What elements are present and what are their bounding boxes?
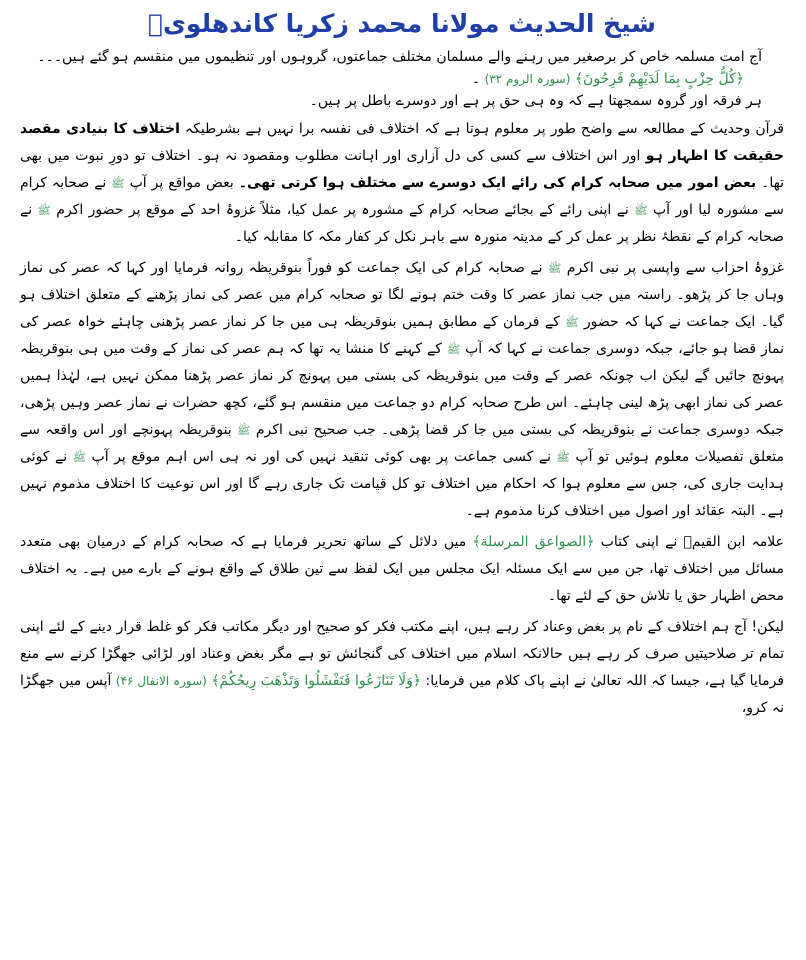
- quran-verse: ﴿وَلَا تَنَازَعُوا فَتَفْشَلُوا وَتَذْهَبَ رِيحُكُمْ﴾: [211, 673, 422, 689]
- paragraph-2-text: کے کہنے کا منشا یہ تھا کہ ہم عصر کی نماز کے وقت میں ہی بنوقریظہ پہونچ جائیں گے لیکن اب چونکہ عصر کے وقت میں بنوقریظہ کی بستی میں پہونچ کر نماز عصر پڑھنا ممکن نہیں ہے، لہٰذا ہمیں عصر کی نماز ابھی پڑھ لینی چاہئے۔ اس طرح صحابہ کرام دو جماعت میں منقسم ہو گئے، کچھ حضرات نے نماز عصر وہیں پڑھی، جبکہ دوسری جماعت نے بنوقریظہ کی بستی میں جا کر قضا پڑھی۔ جب صحیح نبی اکرم: [20, 341, 784, 438]
- salutation-mark: ﷺ: [547, 262, 562, 275]
- paragraph-4: [20, 614, 784, 722]
- intro-verse-line: [20, 68, 784, 90]
- salutation-mark: ﷺ: [37, 204, 51, 217]
- paragraph-2-text: نے صحابہ کرام کی ایک جماعت کو فوراً بنوقریظہ روانہ فرمایا اور کہا کہ عصر کی نماز وہاں جا کر پڑھو۔ راستہ میں جب نماز عصر کا وقت ختم ہونے لگا تو صحابہ کرام میں عصر کی نماز پڑھنے کے متعلق اختلاف ہو گیا۔ ایک جماعت نے کہا کہ حضور: [20, 260, 784, 330]
- salutation-mark: ﷺ: [237, 424, 251, 437]
- paragraph-2-text: نے کوئی ہدایت جاری کی، جس سے معلوم ہوا کہ احکام میں اختلاف تو کل قیامت تک جاری رہے گا اور اس نوعیت کا اختلاف مذموم نہیں ہے۔ البتہ عقائد اور اصول میں اختلاف کرنا مذموم ہے۔: [20, 449, 784, 519]
- paragraph-3: [20, 529, 784, 610]
- paragraph-1-emphasis: اختلاف کا بنیادی مقصد حقیقت کا اظہار ہو: [20, 121, 784, 164]
- verse-end-mark: ۔: [471, 71, 481, 87]
- intro-line: آج امت مسلمہ خاص کر برصغیر میں رہنے والے مسلمان مختلف جماعتوں، گروہوں اور تنظیموں میں منقسم ہو گئے ہیں۔۔۔: [37, 49, 762, 65]
- salutation-mark: ﷺ: [634, 204, 648, 217]
- paragraph-1: [20, 116, 784, 251]
- paragraph-2-text: نے کسی جماعت پر بھی کوئی تنقید نہیں کی اور نہ ہی اس اہم موقع پر آپ: [91, 449, 551, 465]
- paragraph-1-text: نے اپنی رائے کے بجائے صحابہ کرام کے مشورہ پر عمل کیا، مثلاً غزوۂ احد کے موقع پر حضور اکرم: [56, 202, 629, 218]
- paragraph-1-emphasis: بعض امور میں صحابہ کرام کی رائے ایک دوسرے سے مختلف ہوا کرتی تھی۔: [238, 175, 757, 191]
- paragraph-1-text: بعض مواقع پر آپ: [129, 175, 234, 191]
- paragraph-2-text: بنوقریظہ پہونچے اور اس واقعہ سے متعلق تفصیلات معلوم ہوئیں تو آپ: [20, 422, 785, 465]
- paragraph-1-text: نے صحابہ کرام سے مشورہ لیا اور آپ: [20, 175, 785, 218]
- intro-summary-line: ہر فرقہ اور گروہ سمجھتا ہے کہ وہ ہی حق پر ہے اور دوسرے باطل پر ہیں۔: [309, 93, 762, 109]
- paragraph-2: [20, 255, 784, 525]
- paragraph-4-text: آپس میں جھگڑا نہ کرو،: [20, 673, 784, 716]
- salutation-mark: ﷺ: [565, 316, 579, 329]
- paragraph-4-text: لیکن! آج ہم اختلاف کے نام پر بغض وعناد کر رہے ہیں، اپنے مکتب فکر کو صحیح اور دیگر مکاتب فکر کو غلط قرار دینے کے لئے اپنی تمام تر صلاحیتیں صرف کر رہے ہیں حالانکہ اسلام میں اختلاف کی گنجائش تو ہے مگر بغض وعناد اور لڑائی جھگڑا کرنے سے منع فرمایا گیا ہے، جیسا کہ اللہ تعالیٰ نے اپنے پاک کلام میں فرمایا:: [20, 619, 785, 689]
- salutation-mark: ﷺ: [446, 343, 461, 356]
- paragraph-1-text: نے صحابہ کرام کے نقطۂ نظر پر عمل کر کے مدینہ منورہ سے باہر نکل کر کفار مکہ: [20, 202, 784, 245]
- verse-reference: (سورہ الانفال ۴۶): [115, 674, 207, 688]
- salutation-mark: ﷺ: [556, 451, 570, 464]
- paragraph-1-text: کا مقابلہ کیا۔: [234, 229, 314, 245]
- paragraph-2-text: کے فرمان کے مطابق ہمیں بنوقریظہ ہی میں جا کر نماز عصر پڑھنی چاہئے خواہ عصر کی نماز قضا ہو جائے، جبکہ دوسری جماعت نے کہا کہ آپ: [20, 314, 784, 357]
- quran-verse: ﴿كُلُّ حِزْبٍ بِمَا لَدَيْهِمْ فَرِحُونَ﴾: [574, 71, 744, 87]
- salutation-mark: ﷺ: [111, 177, 125, 190]
- page-title: شیخ الحدیث مولانا محمد زکریا کاندھلویؒ: [148, 9, 656, 38]
- book-title: ﴿الصواعق المرسلة﴾: [472, 534, 595, 550]
- salutation-mark: ﷺ: [72, 451, 86, 464]
- paragraph-1-text: اور اس اختلاف سے کسی کی دل آزاری اور اہانت مطلوب ومقصود نہ ہو۔ اختلاف تو دورِ نبوت میں بھی تھا۔: [20, 148, 784, 191]
- paragraph-3-text: علامہ ابن القیمؒ نے اپنی کتاب: [594, 534, 785, 550]
- verse-reference: (سورہ الروم ۳۲): [484, 72, 571, 86]
- paragraph-2-text: غزوۂ احزاب سے واپسی پر نبی اکرم: [566, 260, 785, 276]
- paragraph-3-text: میں دلائل کے ساتھ تحریر فرمایا ہے کہ صحابہ کرام کے درمیان بھی متعدد مسائل میں اختلاف تھا، جن میں سے ایک مسئلہ ایک مجلس میں ایک لفظ سے تین طلاق کے واقع ہونے کے بارے میں ہے۔ یہ اختلاف محض اظہار حق یا تلاش حق کے لئے تھا۔: [20, 534, 784, 604]
- paragraph-1-text: قرآن وحدیث کے مطالعہ سے واضح طور پر معلوم ہوتا ہے کہ اختلاف فی نفسہ برا نہیں ہے بشرطیکہ: [184, 121, 784, 137]
